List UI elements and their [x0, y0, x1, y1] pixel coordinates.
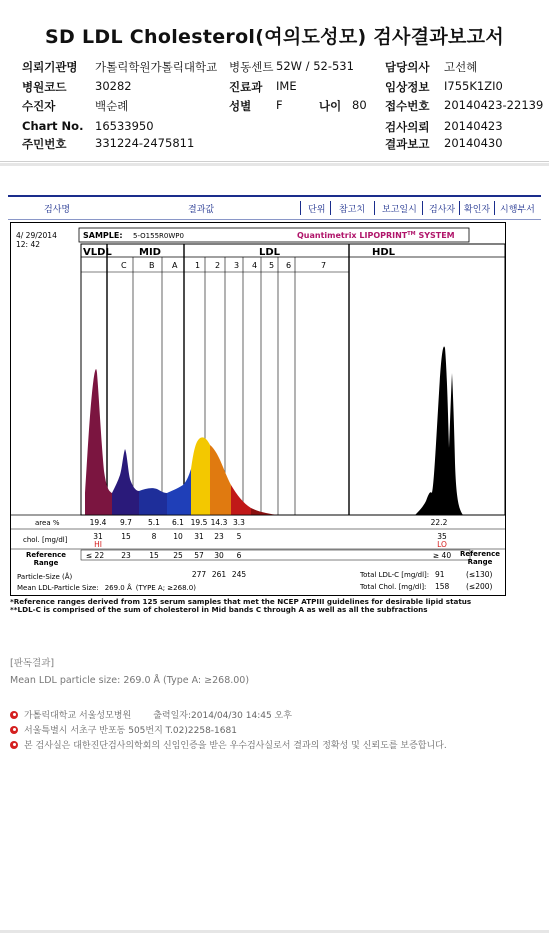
chart-value: 16533950 [95, 119, 154, 133]
hospital-code-label: 병원코드 [22, 80, 67, 94]
mid-c-peak [112, 449, 139, 515]
total-chol-ref: (≤200) [466, 582, 493, 591]
band-b: B [149, 261, 155, 270]
col-divider [374, 201, 375, 215]
age-label: 나이 [319, 99, 342, 113]
flag-lo: LO [437, 540, 447, 549]
sex-label: 성별 [229, 99, 252, 113]
band-6: 6 [286, 261, 292, 270]
chol-mid-a: 10 [173, 532, 183, 541]
total-ldl-value: 91 [435, 570, 445, 579]
report-date-value: 20140430 [444, 136, 503, 150]
zone-mid: MID [139, 247, 161, 258]
ward-label: 병동센트 [229, 60, 274, 74]
hdl-peak [415, 346, 463, 515]
receipt-label: 접수번호 [385, 99, 430, 113]
col-reference: 참고치 [339, 205, 366, 215]
col-divider [422, 201, 423, 215]
page-title: SD LDL Cholesterol(여의도성모) 검사결과보고서 [45, 26, 504, 48]
mid-a-peak [167, 469, 191, 515]
chol-mid-b: 8 [151, 532, 157, 541]
chol-mid-c: 15 [121, 532, 131, 541]
band-5: 5 [269, 261, 275, 270]
request-value: 20140423 [444, 119, 503, 133]
col-divider [330, 201, 331, 215]
col-report-time: 보고일시 [382, 205, 417, 215]
bottom-edge [0, 930, 549, 933]
footnote-2: **LDL-C is comprised of the sum of cholesterol in Mid bands C through A as well as all the subfractions [10, 605, 428, 614]
sample-id: 5-O155R0WP0 [133, 232, 184, 240]
band-3: 3 [234, 261, 240, 270]
ref-band2: 30 [214, 551, 224, 560]
lipoprint-brand: Quantimetrix LIPOPRINT™ SYSTEM [297, 231, 455, 240]
area-mid-c: 9.7 [120, 518, 132, 527]
receipt-value: 20140423-22139 [444, 98, 544, 112]
ldl-band1-peak [191, 437, 210, 515]
hospital-address: 서울특별시 서초구 반포동 505번지 T.02)2258-1681 [24, 726, 237, 736]
chol-band2: 23 [214, 532, 224, 541]
divider-shadow [0, 163, 549, 166]
area-vldl: 19.4 [89, 518, 107, 527]
total-ldl-ref: (≤130) [466, 570, 493, 579]
ref-vldl: ≤ 22 [85, 551, 105, 560]
doctor-value: 고선혜 [444, 60, 478, 74]
ref-right-2: Range [467, 558, 493, 566]
report-time: 12: 42 [16, 240, 40, 249]
band-7: 7 [321, 261, 327, 270]
band-c: C [121, 261, 127, 270]
footer-line-3 [10, 738, 447, 751]
col-divider [459, 201, 460, 215]
institution-label: 의뢰기관명 [22, 60, 78, 74]
result-text: Mean LDL particle size: 269.0 Å (Type A: ≥268.00) [10, 675, 250, 686]
dept-value: IME [276, 79, 297, 93]
ldl-tail [251, 508, 279, 515]
zone-ldl: LDL [259, 247, 281, 258]
report-date-label: 결과보고 [385, 137, 430, 151]
divider [0, 161, 549, 162]
footer-line-2 [10, 723, 237, 736]
particle-band1: 277 [191, 570, 207, 579]
lipoprint-figure [11, 223, 505, 595]
ref-band3: 6 [236, 551, 242, 560]
col-confirmer: 확인자 [464, 205, 491, 215]
area-band1: 19.5 [190, 518, 208, 527]
total-chol-value: 158 [435, 582, 450, 591]
rrn-label: 주민번호 [22, 137, 67, 151]
chol-vldl: 31 [93, 532, 103, 541]
col-department: 시행부서 [500, 205, 535, 215]
dept-label: 진료과 [229, 80, 263, 94]
footnote-1: *Reference ranges derived from 125 serum samples that met the NCEP ATPIII guidelines for desirable lipid status [10, 597, 472, 606]
col-divider [300, 201, 301, 215]
total-ldl-label: Total LDL-C [mg/dl]: [360, 571, 430, 579]
particle-band3: 245 [231, 570, 247, 579]
age-value: 80 [352, 98, 367, 112]
bullet-icon [10, 741, 18, 749]
ref-label-2: Range [33, 559, 59, 567]
chart-label: Chart No. [22, 119, 84, 133]
area-hdl: 22.2 [430, 518, 448, 527]
ref-label-1: Reference [25, 551, 67, 559]
zone-vldl: VLDL [83, 247, 112, 258]
ref-box [81, 550, 470, 560]
band-a: A [172, 261, 178, 270]
ref-mid-c: 23 [121, 551, 131, 560]
col-divider [494, 201, 495, 215]
hospital-code-value: 30282 [95, 79, 132, 93]
col-result: 결과값 [188, 205, 215, 215]
lipoprint-report [10, 222, 506, 596]
clinical-label: 임상정보 [385, 80, 430, 94]
result-table-header [8, 195, 541, 220]
area-band3: 3.3 [233, 518, 245, 527]
chol-hdl: 35 [437, 532, 447, 541]
total-chol-label: Total Chol. [mg/dl]: [360, 583, 427, 591]
bullet-icon [10, 711, 18, 719]
col-tester: 검사자 [429, 205, 456, 215]
sex-value: F [276, 98, 283, 112]
particle-band2: 261 [211, 570, 227, 579]
ref-mid-a: 25 [173, 551, 183, 560]
mean-ldl-size: Mean LDL-Particle Size: 269.0 Å (TYPE A; ≥268.0) [17, 584, 196, 592]
ref-right-1: Reference [459, 550, 501, 558]
chol-band3: 5 [236, 532, 242, 541]
sample-label: SAMPLE: [83, 231, 123, 240]
area-band2: 14.3 [210, 518, 228, 527]
band-2: 2 [215, 261, 221, 270]
rrn-value: 331224-2475811 [95, 136, 195, 150]
examinee-label: 수진자 [22, 99, 56, 113]
band-4: 4 [252, 261, 258, 270]
particle-size-label: Particle-Size (Å) [17, 573, 73, 581]
bullet-icon [10, 726, 18, 734]
doctor-label: 담당의사 [385, 60, 430, 74]
chol-band1: 31 [194, 532, 204, 541]
ward-value: 52W / 52-531 [276, 59, 354, 73]
result-title: [판독결과] [10, 658, 55, 669]
institution-value: 가톨릭학원가톨릭대학교 [95, 60, 218, 74]
col-test-name: 검사명 [44, 205, 71, 215]
ldl-band3-peak [231, 485, 251, 515]
hospital-name: 가톨릭대학교 서울성모병원 [24, 711, 132, 721]
clinical-value: I755K1ZI0 [444, 79, 503, 93]
print-date: 출력일자:2014/04/30 14:45 오후 [153, 711, 292, 721]
ref-band1: 57 [194, 551, 204, 560]
col-unit: 단위 [308, 205, 326, 215]
ldl-band2-peak [210, 445, 231, 515]
area-mid-b: 5.1 [148, 518, 160, 527]
certification-note: 본 검사실은 대한진단검사의학회의 신임인증을 받은 우수검사실로서 결과의 정확성 및 신뢰도를 보증합니다. [24, 741, 447, 751]
ref-hdl: ≥ 40 [432, 551, 452, 560]
chol-row-label: chol. [mg/dl] [23, 536, 68, 544]
band-1: 1 [195, 261, 201, 270]
request-label: 검사의뢰 [385, 120, 430, 134]
report-date: 4/ 29/2014 [16, 231, 57, 240]
zone-hdl: HDL [372, 247, 396, 258]
mid-b-peak [139, 488, 167, 515]
area-mid-a: 6.1 [172, 518, 184, 527]
flag-hi: HI [94, 540, 102, 549]
area-row-label: area % [35, 519, 60, 527]
examinee-value: 백순례 [95, 99, 129, 113]
footer-line-1 [10, 708, 292, 721]
ref-mid-b: 15 [149, 551, 159, 560]
vldl-peak [85, 369, 112, 515]
